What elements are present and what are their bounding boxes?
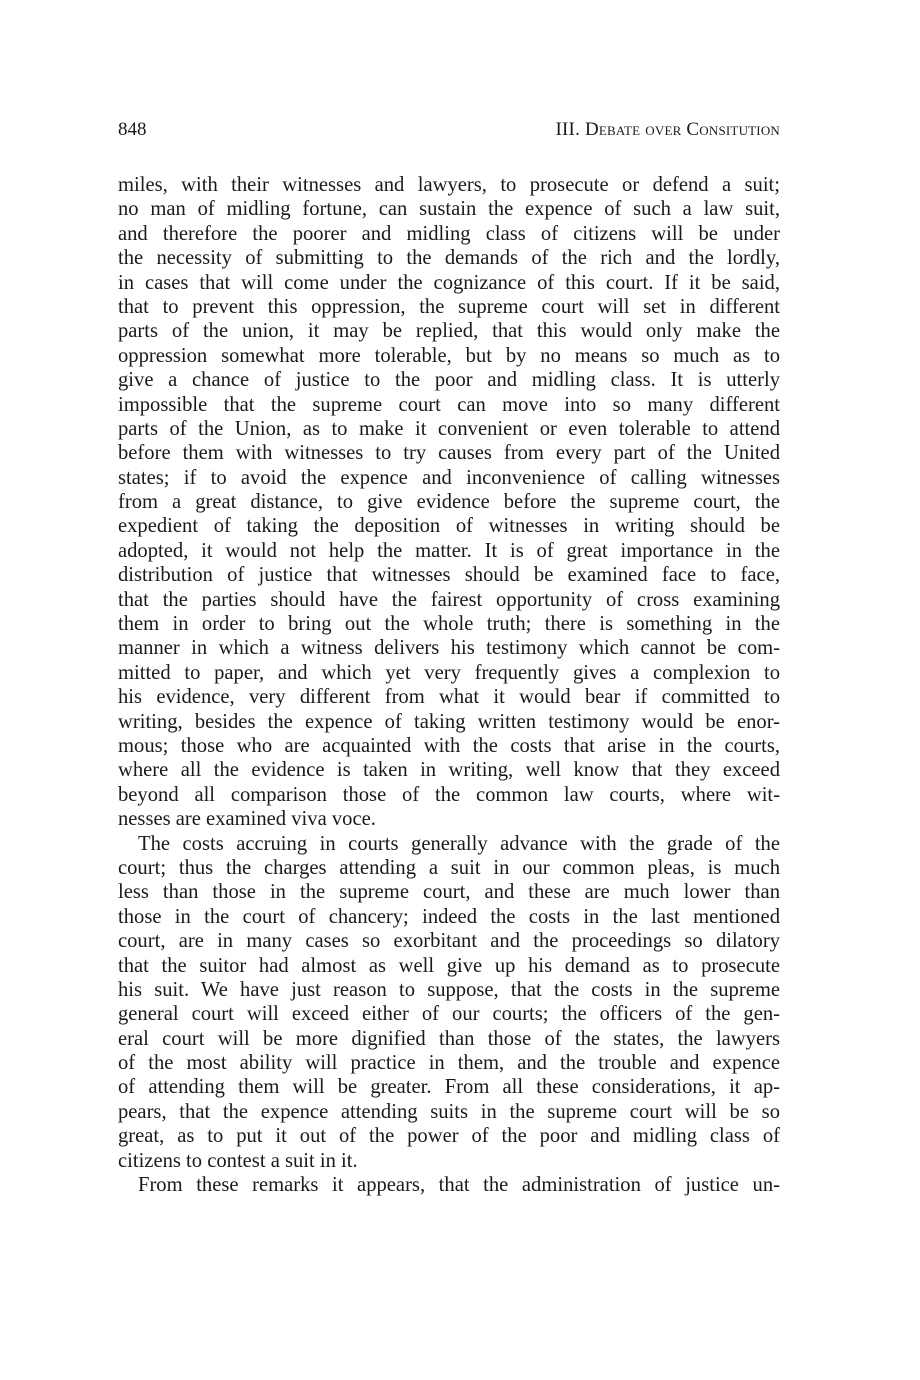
paragraph [118,173,780,832]
text-line: of the most ability will practice in them, and the trouble and expence [118,1052,780,1075]
text-line: them in order to bring out the whole truth; there is something in the [118,613,780,636]
text-line: states; if to avoid the expence and inconvenience of calling witnesses [118,466,780,489]
text-line: his suit. We have just reason to suppose, that the costs in the supreme [118,978,780,1001]
text-line: eral court will be more dignified than those of the states, the lawyers [118,1027,780,1050]
paragraph [118,832,780,1173]
text-line: court, are in many cases so exorbitant and the proceedings so dilatory [118,930,780,953]
running-head [118,118,780,142]
text-line: of attending them will be greater. From all these considerations, it ap- [118,1076,780,1099]
text-line: adopted, it would not help the matter. It is of great importance in the [118,539,780,562]
text-line: mitted to paper, and which yet very frequently gives a complexion to [118,661,780,684]
text-line: where all the evidence is taken in writing, well know that they exceed [118,759,780,782]
text-line: and therefore the poorer and midling class of citizens will be under [118,222,780,245]
text-line: less than those in the supreme court, and these are much lower than [118,881,780,904]
text-line: great, as to put it out of the power of the poor and midling class of [118,1125,780,1148]
text-line: nesses are examined viva voce. [118,808,376,831]
text-line: in cases that will come under the cognizance of this court. If it be said, [118,271,780,294]
text-line: citizens to contest a suit in it. [118,1149,358,1172]
text-line: mous; those who are acquainted with the costs that arise in the courts, [118,734,780,757]
text-line: manner in which a witness delivers his testimony which cannot be com- [118,637,780,660]
text-line: the necessity of submitting to the demands of the rich and the lordly, [118,247,780,270]
text-line: those in the court of chancery; indeed the costs in the last mentioned [118,905,780,928]
body-text [118,173,780,1197]
text-line: court; thus the charges attending a suit in our common pleas, is much [118,856,780,879]
text-line: that the parties should have the fairest opportunity of cross examining [118,588,780,611]
text-line: From these remarks it appears, that the administration of justice un- [138,1174,780,1197]
text-line: writing, besides the expence of taking written testimony would be enor- [118,710,780,733]
text-line: from a great distance, to give evidence before the supreme court, the [118,491,780,514]
text-line: that the suitor had almost as well give up his demand as to prosecute [118,954,780,977]
text-line: pears, that the expence attending suits in the supreme court will be so [118,1100,780,1123]
text-line: that to prevent this oppression, the supreme court will set in different [118,295,780,318]
text-line: give a chance of justice to the poor and midling class. It is utterly [118,369,780,392]
text-line: impossible that the supreme court can move into so many different [118,393,780,416]
text-line: his evidence, very different from what it would bear if committed to [118,686,780,709]
running-title: III. Debate over Consitution [555,119,780,140]
text-line: beyond all comparison those of the common law courts, where wit- [118,783,780,806]
text-line: expedient of taking the deposition of witnesses in writing should be [118,515,780,538]
document-page [118,118,780,1197]
text-line: parts of the union, it may be replied, that this would only make the [118,320,780,343]
text-line: distribution of justice that witnesses should be examined face to face, [118,564,780,587]
text-line: oppression somewhat more tolerable, but by no means so much as to [118,344,780,367]
text-line: before them with witnesses to try causes from every part of the United [118,442,780,465]
text-line: general court will exceed either of our courts; the officers of the gen- [118,1003,780,1026]
paragraph [118,1173,780,1197]
text-line: miles, with their witnesses and lawyers, to prosecute or defend a suit; [118,174,780,196]
text-line: no man of midling fortune, can sustain the expence of such a law suit, [118,198,780,221]
page-number: 848 [118,119,147,140]
text-line: parts of the Union, as to make it convenient or even tolerable to attend [118,417,780,440]
text-line: The costs accruing in courts generally advance with the grade of the [138,832,780,855]
